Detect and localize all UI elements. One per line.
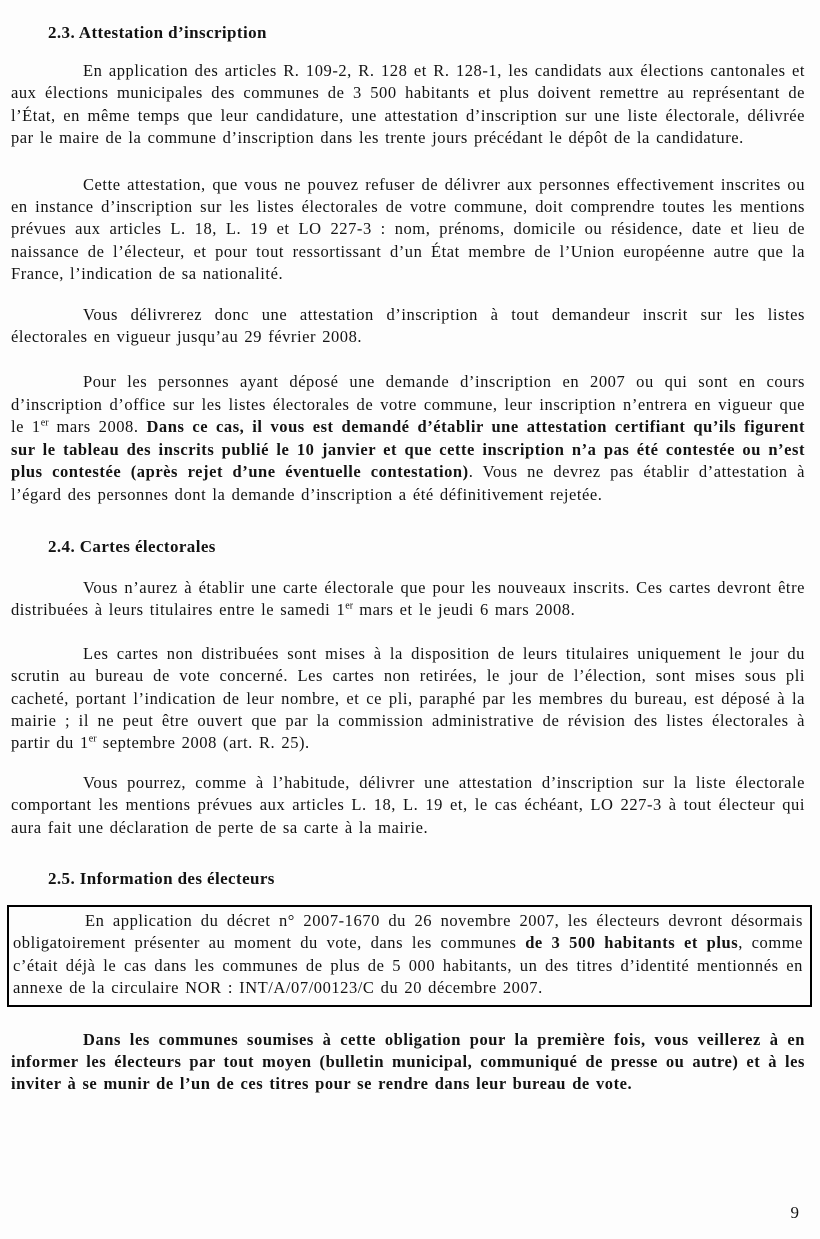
text-run: En application des articles R. 109-2, R. 128 et R. 128-1, les candidats aux élections cantonales et aux élections municipales des communes de 3 500 habitants et plus doivent remettre au représentant de l’État, en même temps que leur candidature, une attestation d’inscription sur une liste électorale, délivrée par le maire de la commune d’inscription dans les trente jours précédant le dépôt de la candidature. (11, 61, 805, 148)
text-run: Cette attestation, que vous ne pouvez refuser de délivrer aux personnes effectivement inscrites ou en instance d’inscription sur les listes électorales de votre commune, doit comprendre toutes les mentions prévues aux articles L. 18, L. 19 et LO 227-3 : nom, prénoms, domicile ou résidence, date et lieu de naissance de l’électeur, et pour tout ressortissant d’un État membre de l’Union européenne autre que la France, l’indication de sa nationalité. (11, 174, 805, 284)
paragraph (11, 1029, 805, 1096)
superscript-run: er (345, 600, 354, 612)
paragraph (11, 772, 805, 839)
section-heading: 2.5. Information des électeurs (48, 868, 275, 888)
text-run: septembre 2008 (art. R. 25). (96, 733, 310, 753)
bold-text-run: Dans ce cas, il vous est demandé d’établir une attestation certifiant qu’ils figurent sur le tableau des inscrits publié le 10 janvier et que cette inscription n’a pas été contestée ou n’est plus contestée (après rejet d’une éventuelle contestation) (11, 417, 805, 482)
paragraph (11, 174, 805, 286)
text-run: Vous n’aurez à établir une carte électorale que pour les nouveaux inscrits. Ces cartes devront être distribuées à leurs titulaires entre le samedi 1 (11, 577, 805, 620)
superscript-run: er (88, 733, 97, 745)
text-run: . Vous ne devrez pas établir d’attestation à l’égard des personnes dont la demande d’inscription a été définitivement rejetée. (11, 462, 806, 504)
bold-text-run: Dans les communes soumises à cette obligation pour la première fois, vous veillerez à en informer les électeurs par tout moyen (bulletin municipal, communiqué de presse ou autre) et à les inviter à se munir de l’un de ces titres pour se rendre dans leur bureau de vote. (11, 1029, 805, 1094)
paragraph (11, 304, 805, 349)
paragraph (11, 577, 805, 622)
bold-text-run: de 3 500 habitants et plus (525, 933, 739, 953)
superscript-run: er (40, 417, 49, 429)
text-run: Vous délivrerez donc une attestation d’inscription à tout demandeur inscrit sur les listes électorales en vigueur jusqu’au 29 février 2008. (11, 304, 805, 347)
text-run: Vous pourrez, comme à l’habitude, délivrer une attestation d’inscription sur la liste électorale comportant les mentions prévues aux articles L. 18, L. 19 et, le cas échéant, LO 227-3 à tout électeur qui aura fait une déclaration de perte de sa carte à la mairie. (11, 772, 805, 837)
page-number: 9 (790, 1203, 799, 1222)
text-run: , comme c’était déjà le cas dans les communes de plus de 5 000 habitants, un des titres d’identité mentionnés en annexe de la circulaire NOR : INT/A/07/00123/C du 20 décembre 2007. (13, 933, 803, 998)
section-heading: 2.4. Cartes électorales (48, 536, 216, 556)
text-run: En application du décret n° 2007-1670 du 26 novembre 2007, les électeurs devront désormais obligatoirement présenter au moment du vote, dans les communes (13, 910, 803, 953)
boxed-paragraph (7, 905, 812, 1007)
text-run: mars et le jeudi 6 mars 2008. (353, 600, 576, 620)
section-heading: 2.3. Attestation d’inscription (48, 23, 267, 42)
paragraph (11, 643, 805, 755)
paragraph (11, 371, 805, 505)
text-run: Pour les personnes ayant déposé une demande d’inscription en 2007 ou qui sont en cours d’inscription d’office sur les listes électorales de votre commune, leur inscription n’entrera en vigueur que le 1 (11, 372, 805, 437)
text-run: mars 2008. (48, 417, 147, 437)
paragraph (11, 60, 805, 150)
text-run: Les cartes non distribuées sont mises à la disposition de leurs titulaires uniquement le jour du scrutin au bureau de vote concerné. Les cartes non retirées, le jour de l’élection, sont mises sous pli cacheté, portant l’indication de leur nombre, et ce pli, paraphé par les membres du bureau, est déposé à la mairie ; il ne peut être ouvert que par la commission administrative de révision des listes électorales à partir du 1 (11, 643, 805, 753)
